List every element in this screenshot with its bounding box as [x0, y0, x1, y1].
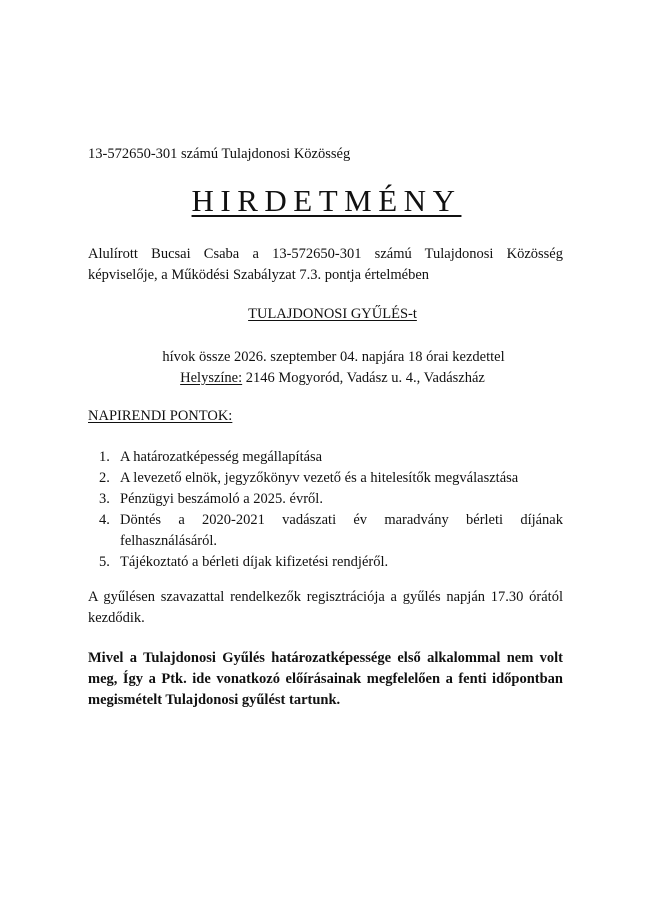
list-item — [88, 447, 563, 468]
notice-line-1: Mivel a Tulajdonosi Gyűlés határozatképessége első alkalommal nem volt — [88, 650, 563, 666]
agenda-item-number: 1. — [99, 449, 110, 465]
agenda-item-number: 3. — [99, 491, 110, 507]
agenda-item-text-line-1: Döntés a 2020-2021 vadászati év maradvány bérleti díjának — [120, 512, 563, 528]
location-label: Helyszíne: — [180, 370, 243, 386]
agenda-item-text — [120, 510, 563, 552]
meeting-heading-text: TULAJDONOSI GYŰLÉS-t — [248, 306, 417, 322]
list-item — [88, 468, 563, 489]
registration-paragraph — [88, 587, 563, 629]
notice-line-3: megismételt Tulajdonosi gyűlést tartunk. — [88, 692, 341, 708]
intro-paragraph — [88, 244, 563, 286]
agenda-item-number: 5. — [99, 554, 110, 570]
agenda-item-text-line-2: felhasználásáról. — [120, 533, 218, 549]
agenda-item-text: Pénzügyi beszámoló a 2025. évről. — [120, 491, 323, 507]
document-title-text: HIRDETMÉNY — [191, 183, 462, 218]
convene-date-line: hívok össze 2026. szeptember 04. napjára 18 órai kezdettel — [162, 349, 505, 365]
list-item — [88, 489, 563, 510]
convene-block — [0, 347, 645, 389]
agenda-list — [88, 447, 563, 573]
agenda-title: NAPIRENDI PONTOK: — [88, 408, 233, 424]
repeat-meeting-notice — [88, 648, 563, 711]
meeting-heading — [0, 306, 645, 323]
agenda-item-text: A határozatképesség megállapítása — [120, 449, 323, 465]
agenda-item-text: A levezető elnök, jegyzőkönyv vezető és a hitelesítők megválasztása — [120, 470, 519, 486]
location-value: 2146 Mogyoród, Vadász u. 4., Vadászház — [242, 370, 485, 386]
list-item — [88, 510, 563, 552]
registration-line-2: kezdődik. — [88, 610, 145, 626]
document-title — [0, 183, 645, 219]
agenda-item-text: Tájékoztató a bérleti díjak kifizetési rendjéről. — [120, 554, 389, 570]
agenda-item-number: 4. — [99, 512, 110, 528]
registration-line-1: A gyűlésen szavazattal rendelkezők regisztrációja a gyűlés napján 17.30 órától — [88, 589, 563, 605]
notice-line-2: meg, Így a Ptk. ide vonatkozó előírásainak megfelelően a fenti időpontban — [88, 671, 563, 687]
intro-line-1: Alulírott Bucsai Csaba a 13-572650-301 számú Tulajdonosi Közösség — [88, 246, 563, 262]
convene-location-line — [0, 368, 645, 389]
list-item — [88, 552, 563, 573]
intro-line-2: képviselője, a Működési Szabályzat 7.3. pontja értelmében — [88, 267, 430, 283]
agenda-item-number: 2. — [99, 470, 110, 486]
community-header: 13-572650-301 számú Tulajdonosi Közösség — [88, 146, 351, 162]
